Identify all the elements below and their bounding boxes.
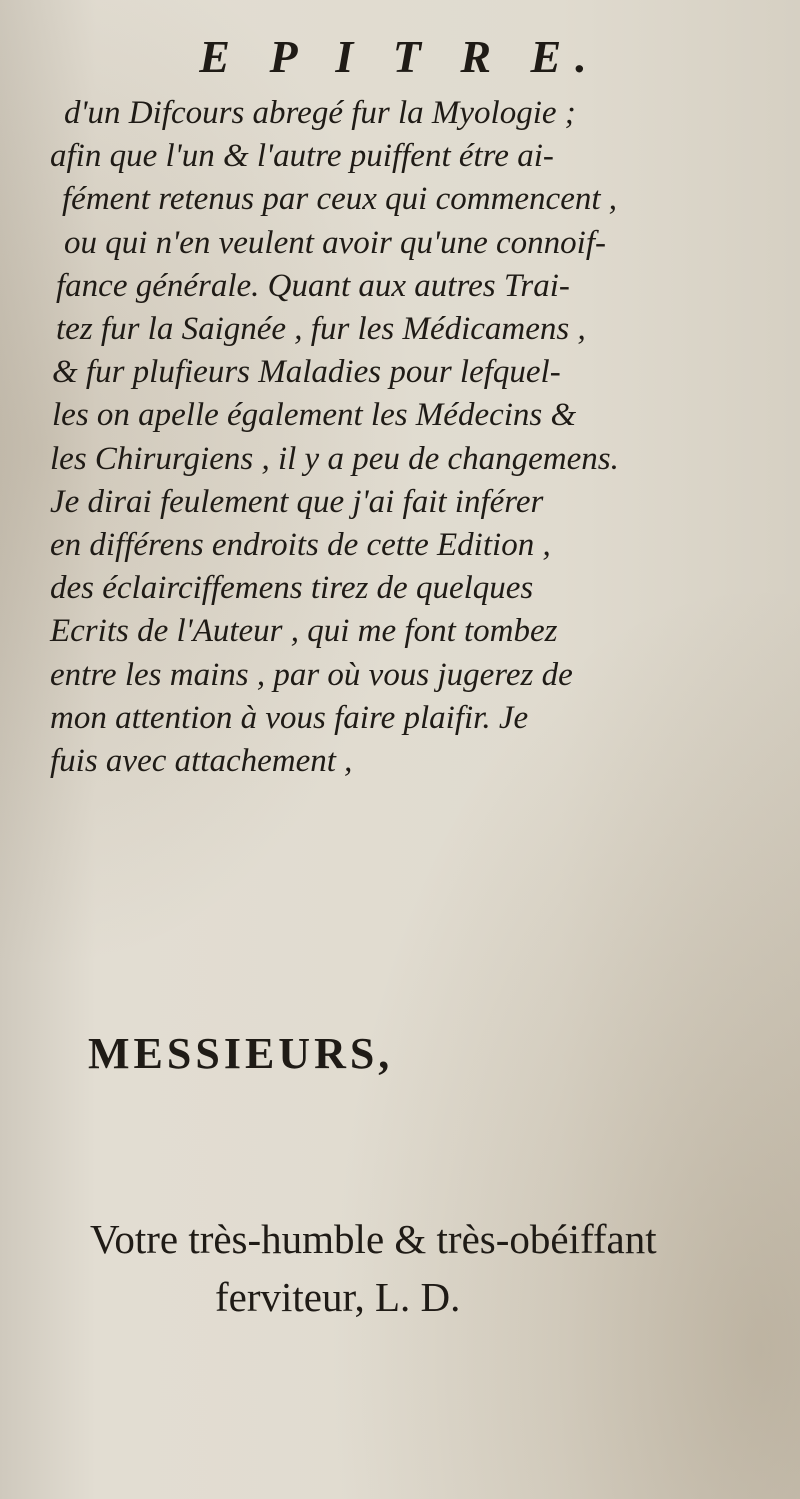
text-line: ou qui n'en veulent avoir qu'une connoif- xyxy=(64,224,606,261)
text-line: Je dirai feulement que j'ai fait inférer xyxy=(50,483,544,520)
text-line: entre les mains , par où vous jugerez de xyxy=(50,656,573,693)
text-line: fément retenus par ceux qui commencent , xyxy=(62,181,618,218)
text-line: tez fur la Saignée , fur les Médicamens , xyxy=(56,311,586,348)
text-line: en différens endroits de cette Edition , xyxy=(50,527,551,564)
text-line: d'un Difcours abregé fur la Myologie ; xyxy=(64,95,576,131)
text-line: fuis avec attachement , xyxy=(50,743,353,780)
text-line: les on apelle également les Médecins & xyxy=(52,397,577,434)
salutation: MESSIEURS, xyxy=(88,1029,394,1078)
text-line: afin que l'un & l'autre puiffent étre ai- xyxy=(50,138,554,175)
text-line: fance générale. Quant aux autres Trai- xyxy=(56,267,570,304)
running-head: E P I T R E. xyxy=(199,31,601,82)
closing-signature xyxy=(90,1210,657,1326)
text-line: Ecrits de l'Auteur , qui me font tombez xyxy=(50,613,558,650)
closing-line: Votre très-humble & très-obéiffant xyxy=(90,1216,657,1262)
text-line: & fur plufieurs Maladies pour lefquel- xyxy=(52,354,561,391)
text-line: les Chirurgiens , il y a peu de changemens. xyxy=(50,440,619,477)
text-line: des éclairciffemens tirez de quelques xyxy=(50,570,534,607)
signature-line: ferviteur, L. D. xyxy=(215,1274,461,1320)
epistle-body xyxy=(36,92,776,783)
text-line: mon attention à vous faire plaifir. Je xyxy=(50,699,529,736)
